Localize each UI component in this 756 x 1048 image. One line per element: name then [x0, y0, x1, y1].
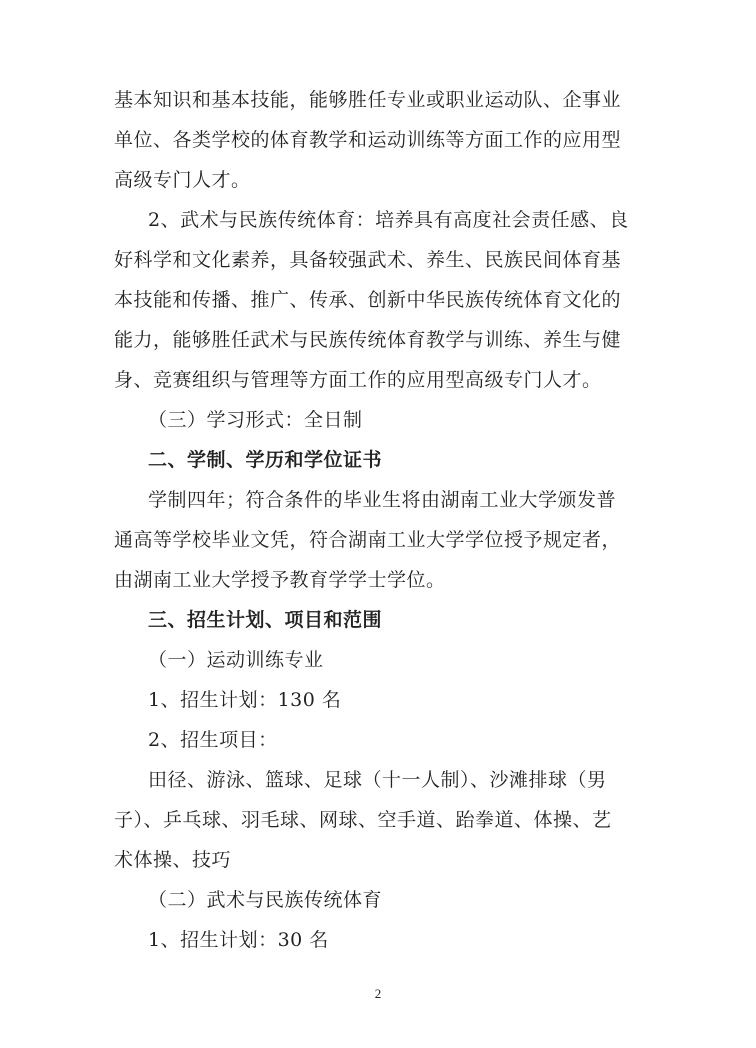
body-text-line: 基本知识和基本技能，能够胜任专业或职业运动队、企事业 [114, 89, 622, 111]
body-text-line: 2、武术与民族传统体育：培养具有高度社会责任感、良 [148, 209, 629, 231]
body-text-line: 田径、游泳、篮球、足球（十一人制）、沙滩排球（男 [148, 769, 607, 791]
body-text-line: 学制四年；符合条件的毕业生将由湖南工业大学颁发普 [148, 489, 617, 511]
body-text-line: 身、竞赛组织与管理等方面工作的应用型高级专门人才。 [114, 369, 602, 391]
section-heading: 三、招生计划、项目和范围 [148, 609, 383, 631]
body-text-line: 1、招生计划：130 名 [148, 689, 342, 711]
page-number: 2 [374, 986, 382, 1001]
body-text-line: 2、招生项目： [148, 729, 278, 751]
body-text-line: 高级专门人才。 [114, 169, 251, 191]
subsection-heading: （二）武术与民族传统体育 [148, 889, 383, 911]
body-text-line: 能力，能够胜任武术与民族传统体育教学与训练、养生与健 [114, 329, 622, 351]
body-text-line: 通高等学校毕业文凭，符合湖南工业大学学位授予规定者， [114, 529, 622, 551]
body-text-line: 单位、各类学校的体育教学和运动训练等方面工作的应用型 [114, 129, 622, 151]
body-text-line: 子）、乒乓球、羽毛球、网球、空手道、跆拳道、体操、艺 [114, 809, 612, 831]
body-text-line: 本技能和传播、推广、传承、创新中华民族传统体育文化的 [114, 289, 622, 311]
subsection-heading: （一）运动训练专业 [148, 649, 324, 671]
body-text-line: 1、招生计划：30 名 [148, 929, 329, 951]
body-text-line: 好科学和文化素养，具备较强武术、养生、民族民间体育基 [114, 249, 622, 271]
subsection-heading: （三）学习形式：全日制 [148, 409, 363, 431]
body-text-line: 由湖南工业大学授予教育学学士学位。 [114, 569, 446, 591]
body-text-line: 术体操、技巧 [114, 849, 232, 871]
section-heading: 二、学制、学历和学位证书 [148, 449, 383, 471]
